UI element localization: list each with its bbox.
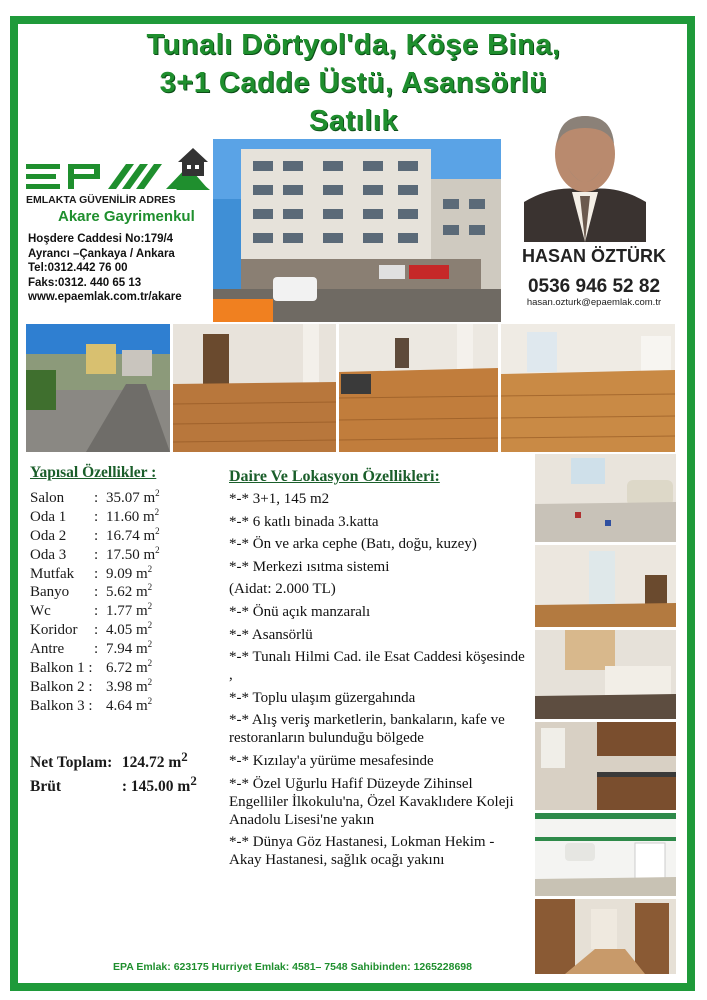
- spec-unit: m: [136, 678, 148, 695]
- spec-unit: m: [136, 565, 148, 582]
- spec-label: Balkon 2 :: [30, 678, 93, 695]
- feature-item: *-* Özel Uğurlu Hafif Düzeyde Zihinsel Engelliler İlkokulu'na, Özel Kavaklıdere Koleji Anadolu Lisesi'ne yakın: [229, 775, 514, 828]
- specs-title: Yapısal Özellikler :: [30, 464, 157, 481]
- spec-unit: m: [136, 603, 148, 620]
- spec-unit: m: [136, 622, 148, 639]
- totals: [30, 748, 197, 796]
- spec-value: 9.09: [106, 565, 133, 582]
- spec-label: Banyo: [30, 584, 70, 601]
- feature-item: *-* Tunalı Hilmi Cad. ile Esat Caddesi köşesinde ,: [229, 649, 525, 684]
- spec-unit: m: [143, 490, 156, 506]
- gross-label: Brüt: [30, 778, 61, 796]
- agent-email[interactable]: hasan.ozturk@epaemlak.com.tr: [526, 297, 662, 308]
- spec-row: [30, 654, 160, 677]
- spec-row: Oda 1 : 11.60 $m^2$: [30, 506, 160, 525]
- spec-unit: m: [136, 641, 148, 658]
- website[interactable]: www.epaemlak.com.tr/akare: [28, 291, 182, 303]
- bedroom-photo: [535, 630, 676, 719]
- net-total-label: Net Toplam:: [30, 754, 113, 772]
- spec-value: 17.50: [106, 546, 140, 563]
- spec-unit-sup: 2: [147, 639, 153, 650]
- feature-item: *-* Kızılay'a yürüme mesafesinde: [229, 752, 434, 769]
- spec-unit-sup: 2: [154, 506, 160, 517]
- feature-item: *-* 3+1, 145 m2: [229, 491, 330, 507]
- spec-value: 16.74: [106, 527, 140, 544]
- company-logo: [26, 148, 211, 228]
- interior-photo-1: [173, 324, 336, 452]
- feature-item: *-* Merkezi ısıtma sistemi: [229, 558, 390, 575]
- agent-name: HASAN ÖZTÜRK: [522, 246, 666, 266]
- office-contact: [28, 232, 182, 305]
- spec-value: 6.72: [106, 660, 133, 677]
- title-line-2: 3+1 Cadde Üstü, Asansörlü: [159, 67, 548, 99]
- spec-row: Koridor : 4.05 $m^2$: [30, 620, 153, 639]
- unit-sup: 2: [181, 749, 188, 764]
- spec-unit-sup: 2: [147, 582, 153, 593]
- agent-phone[interactable]: 0536 946 52 82: [527, 276, 661, 297]
- net-total-value: 124.72 m: [121, 754, 182, 772]
- house-icon: [176, 146, 210, 190]
- spec-value: 7.94: [106, 641, 133, 658]
- title-line-3: Satılık: [309, 105, 398, 137]
- spec-row: [30, 673, 160, 695]
- feature-item: *-* Toplu ulaşım güzergahında: [229, 689, 416, 706]
- feature-item: *-* 6 katlı binada 3.katta: [229, 513, 379, 530]
- feature-item: *-* Dünya Göz Hastanesi, Lokman Hekim - Akay Hastanesi, sağlık ocağı yakını: [229, 834, 495, 869]
- listing-ids-footer: EPA Emlak: 623175 Hurriyet Emlak: 4581– 7548 Sahibinden: 1265228698: [113, 961, 472, 973]
- feature-item: *-* Önü açık manzaralı: [229, 603, 371, 620]
- spec-label: Koridor: [30, 622, 78, 639]
- spec-unit: m: [136, 660, 148, 677]
- bathroom-photo: [535, 813, 676, 896]
- spec-label: Wc: [30, 603, 51, 620]
- kitchen-photo: [535, 722, 676, 810]
- spec-unit-sup: 2: [147, 658, 153, 669]
- spec-label: Oda 2: [30, 527, 67, 544]
- tel: Tel:0312.442 76 00: [28, 262, 128, 274]
- spec-row: [30, 692, 160, 714]
- living-room-photo: [535, 454, 676, 542]
- spec-unit-sup: 2: [147, 601, 153, 612]
- spec-value: 4.64: [106, 697, 133, 714]
- spec-unit-sup: 2: [147, 563, 153, 574]
- agent-photo: [524, 106, 646, 242]
- logo-tagline: EMLAKTA GÜVENİLİR ADRES: [26, 194, 176, 206]
- spec-row: Mutfak : 9.09 $m^2$: [30, 563, 153, 582]
- title-line-1: Tunalı Dörtyol'da, Köşe Bina,: [146, 29, 561, 61]
- location-features: [229, 468, 529, 874]
- net-total-row: [30, 748, 197, 772]
- spec-label: Antre: [30, 641, 65, 658]
- building-photo: [213, 139, 501, 322]
- interior-photo-2: [339, 324, 498, 452]
- spec-row: Banyo : 5.62 $m^2$: [30, 582, 153, 601]
- feature-item: *-* Asansörlü: [229, 626, 313, 643]
- spec-value: 1.77: [106, 603, 133, 620]
- street-view-photo: [26, 324, 170, 452]
- spec-label: Oda 1: [30, 508, 67, 525]
- spec-unit: m: [142, 508, 155, 525]
- spec-row: Antre : 7.94 $m^2$: [30, 639, 153, 658]
- spec-value: 4.05: [106, 622, 133, 639]
- feature-item: *-* Alış veriş marketlerin, bankaların, kafe ve restoranların bulunduğu bölgede: [229, 712, 505, 747]
- spec-row: Wc : 1.77 $m^2$: [30, 601, 153, 620]
- unit-sup: 2: [190, 773, 197, 789]
- spec-unit-sup: 2: [155, 525, 160, 536]
- spec-label: Mutfak: [30, 565, 75, 582]
- gross-value: : 145.00 m: [121, 778, 191, 796]
- hallway-photo: [535, 899, 676, 974]
- feature-item: (Aidat: 2.000 TL): [229, 581, 336, 598]
- room-photo-1: [535, 545, 676, 627]
- spec-unit-sup: 2: [147, 695, 153, 706]
- spec-value: 35.07: [106, 490, 140, 506]
- spec-unit-sup: 2: [147, 620, 153, 631]
- spec-row: Salon : 35.07 $m^2$: [30, 488, 160, 506]
- company-name: Akare Gayrimenkul: [58, 208, 195, 225]
- address-line-2: Ayrancı –Çankaya / Ankara: [28, 247, 175, 260]
- spec-unit: m: [143, 546, 156, 563]
- spec-row: Oda 2 : 16.74 $m^2$: [30, 525, 160, 544]
- spec-unit-sup: 2: [155, 544, 160, 555]
- spec-value: 11.60: [106, 508, 140, 525]
- gross-total-row: [30, 772, 197, 796]
- address-line-1: Hoşdere Caddesi No:179/4: [28, 233, 174, 245]
- spec-value: 5.62: [106, 584, 133, 601]
- spec-label: Oda 3: [30, 546, 67, 563]
- spec-unit-sup: 2: [147, 676, 153, 687]
- spec-unit-sup: 2: [155, 488, 160, 498]
- fax: Faks:0312. 440 65 13: [28, 276, 142, 289]
- spec-label: Salon: [30, 490, 65, 506]
- structural-specs: [30, 464, 160, 714]
- feature-item: *-* Ön ve arka cephe (Batı, doğu, kuzey): [229, 536, 477, 553]
- interior-photo-3: [501, 324, 675, 452]
- spec-unit: m: [136, 584, 148, 601]
- features-title: Daire Ve Lokasyon Özellikleri:: [229, 468, 440, 485]
- spec-row: Oda 3 : 17.50 $m^2$: [30, 544, 160, 563]
- spec-value: 3.98: [106, 678, 133, 695]
- spec-label: Balkon 3 :: [30, 697, 93, 714]
- spec-unit: m: [143, 527, 156, 544]
- spec-label: Balkon 1 :: [30, 660, 93, 677]
- spec-unit: m: [136, 697, 148, 714]
